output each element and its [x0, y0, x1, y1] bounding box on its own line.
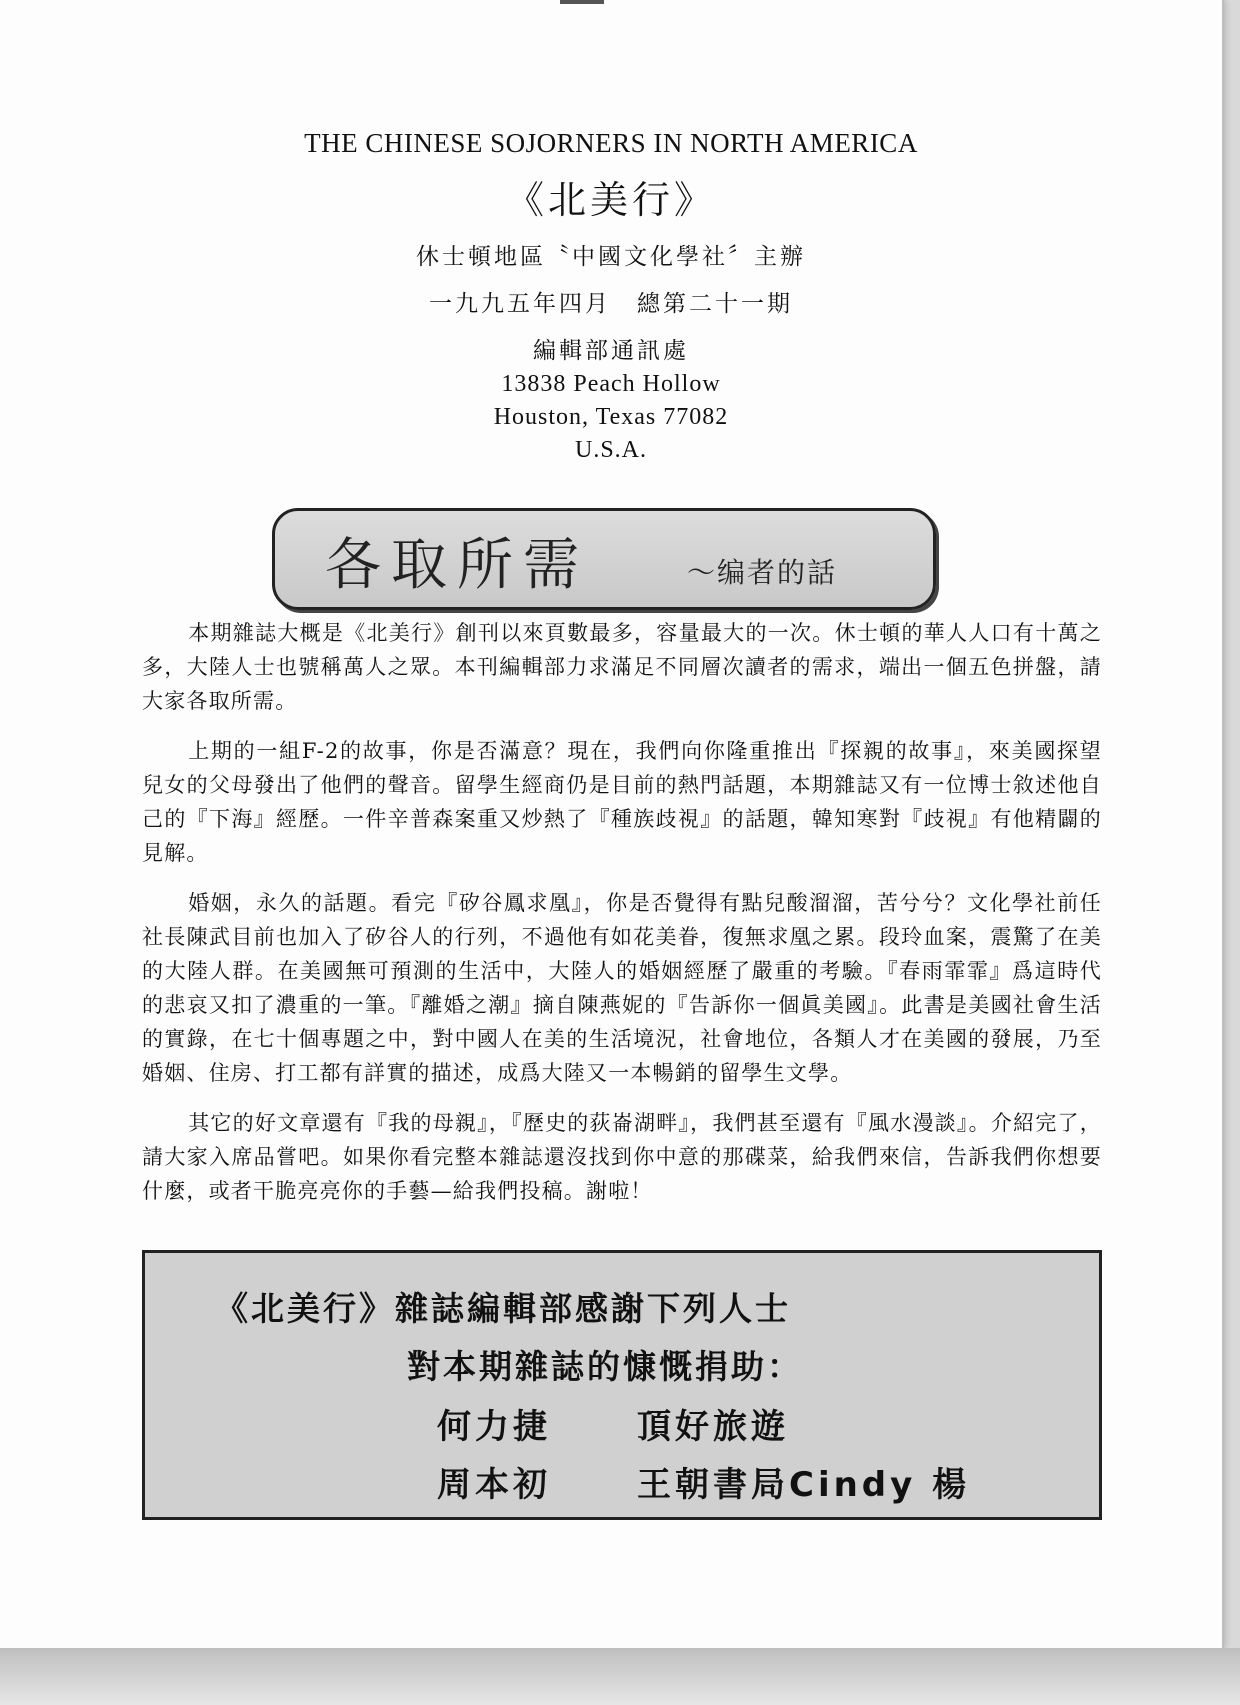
address-line-2: Houston, Texas 77082 — [493, 404, 729, 430]
paragraph: 上期的一組F-2的故事，你是否滿意？現在，我們向你隆重推出『探親的故事』，來美國探望兒女的父母發出了他們的聲音。留學生經商仍是目前的熱門話題，本期雜誌又有一位博士敘述他自己的『下海』經歷。一件辛普森案重又炒熱了『種族歧視』的話題，韓知寒對『歧視』有他精闢的見解。 — [142, 739, 1102, 865]
donor-name: 王朝書局Cindy 楊 — [637, 1465, 971, 1505]
issue-line: 一九九五年四月 總第二十一期 — [429, 291, 793, 317]
acknowledgement-line-2: 對本期雜誌的慷慨捐助： — [407, 1347, 803, 1386]
publication-title-en: THE CHINESE SOJORNERS IN NORTH AMERICA — [304, 128, 918, 158]
paragraph: 本期雜誌大概是《北美行》創刊以來頁數最多，容量最大的一次。休士頓的華人人口有十萬之多，大陸人士也號稱萬人之眾。本刊編輯部力求滿足不同層次讀者的需求，端出一個五色拼盤，請大家各取所需。 — [142, 621, 1102, 713]
editorial-office: 編輯部通訊處 — [533, 338, 689, 364]
masthead — [0, 128, 1222, 464]
paragraph: 婚姻，永久的話題。看完『矽谷鳳求凰』，你是否覺得有點兒酸溜溜，苦兮兮？文化學社前任社長陳武目前也加入了矽谷人的行列，不過他有如花美眷，復無求凰之累。段玲血案，震驚了在美的大陸人群。在美國無可預測的生活中，大陸人的婚姻經歷了嚴重的考驗。『春雨霏霏』爲這時代的悲哀又扣了濃重的一筆。『離婚之潮』摘自陳燕妮的『告訴你一個眞美國』。此書是美國社會生活的實錄，在七十個專題之中，對中國人在美的生活境況，社會地位，各類人才在美國的發展，乃至婚姻、住房、打工都有詳實的描述，成爲大陸又一本暢銷的留學生文學。 — [142, 891, 1102, 1085]
scan-mark — [560, 0, 604, 4]
address-line-1: 13838 Peach Hollow — [501, 371, 721, 397]
banner-title: 各取所需 — [325, 533, 589, 598]
acknowledgement-box — [142, 1250, 1102, 1520]
donor-name: 何力捷 — [437, 1407, 551, 1447]
publication-title-zh: 《北美行》 — [505, 178, 716, 222]
editorial-text — [142, 616, 1102, 1224]
paragraph: 其它的好文章還有『我的母親』，『歷史的荻崙湖畔』，我們甚至還有『風水漫談』。介紹完了，請大家入席品嘗吧。如果你看完整本雜誌還沒找到你中意的那碟菜，給我們來信，告訴我們你想要什麼，或者干脆亮亮你的手藝—給我們投稿。謝啦！ — [142, 1111, 1102, 1203]
scan-shadow — [0, 1648, 1240, 1705]
donor-name: 頂好旅遊 — [637, 1407, 789, 1447]
acknowledgement-line-1: 《北美行》雜誌編輯部感謝下列人士 — [215, 1289, 791, 1328]
banner-subtitle: ～编者的話 — [687, 556, 838, 589]
address-country: U.S.A. — [574, 437, 647, 463]
donor-name: 周本初 — [437, 1465, 551, 1505]
editorial-banner — [272, 508, 936, 610]
organizer-line: 休士頓地區〝中國文化學社〞主辦 — [416, 244, 806, 270]
